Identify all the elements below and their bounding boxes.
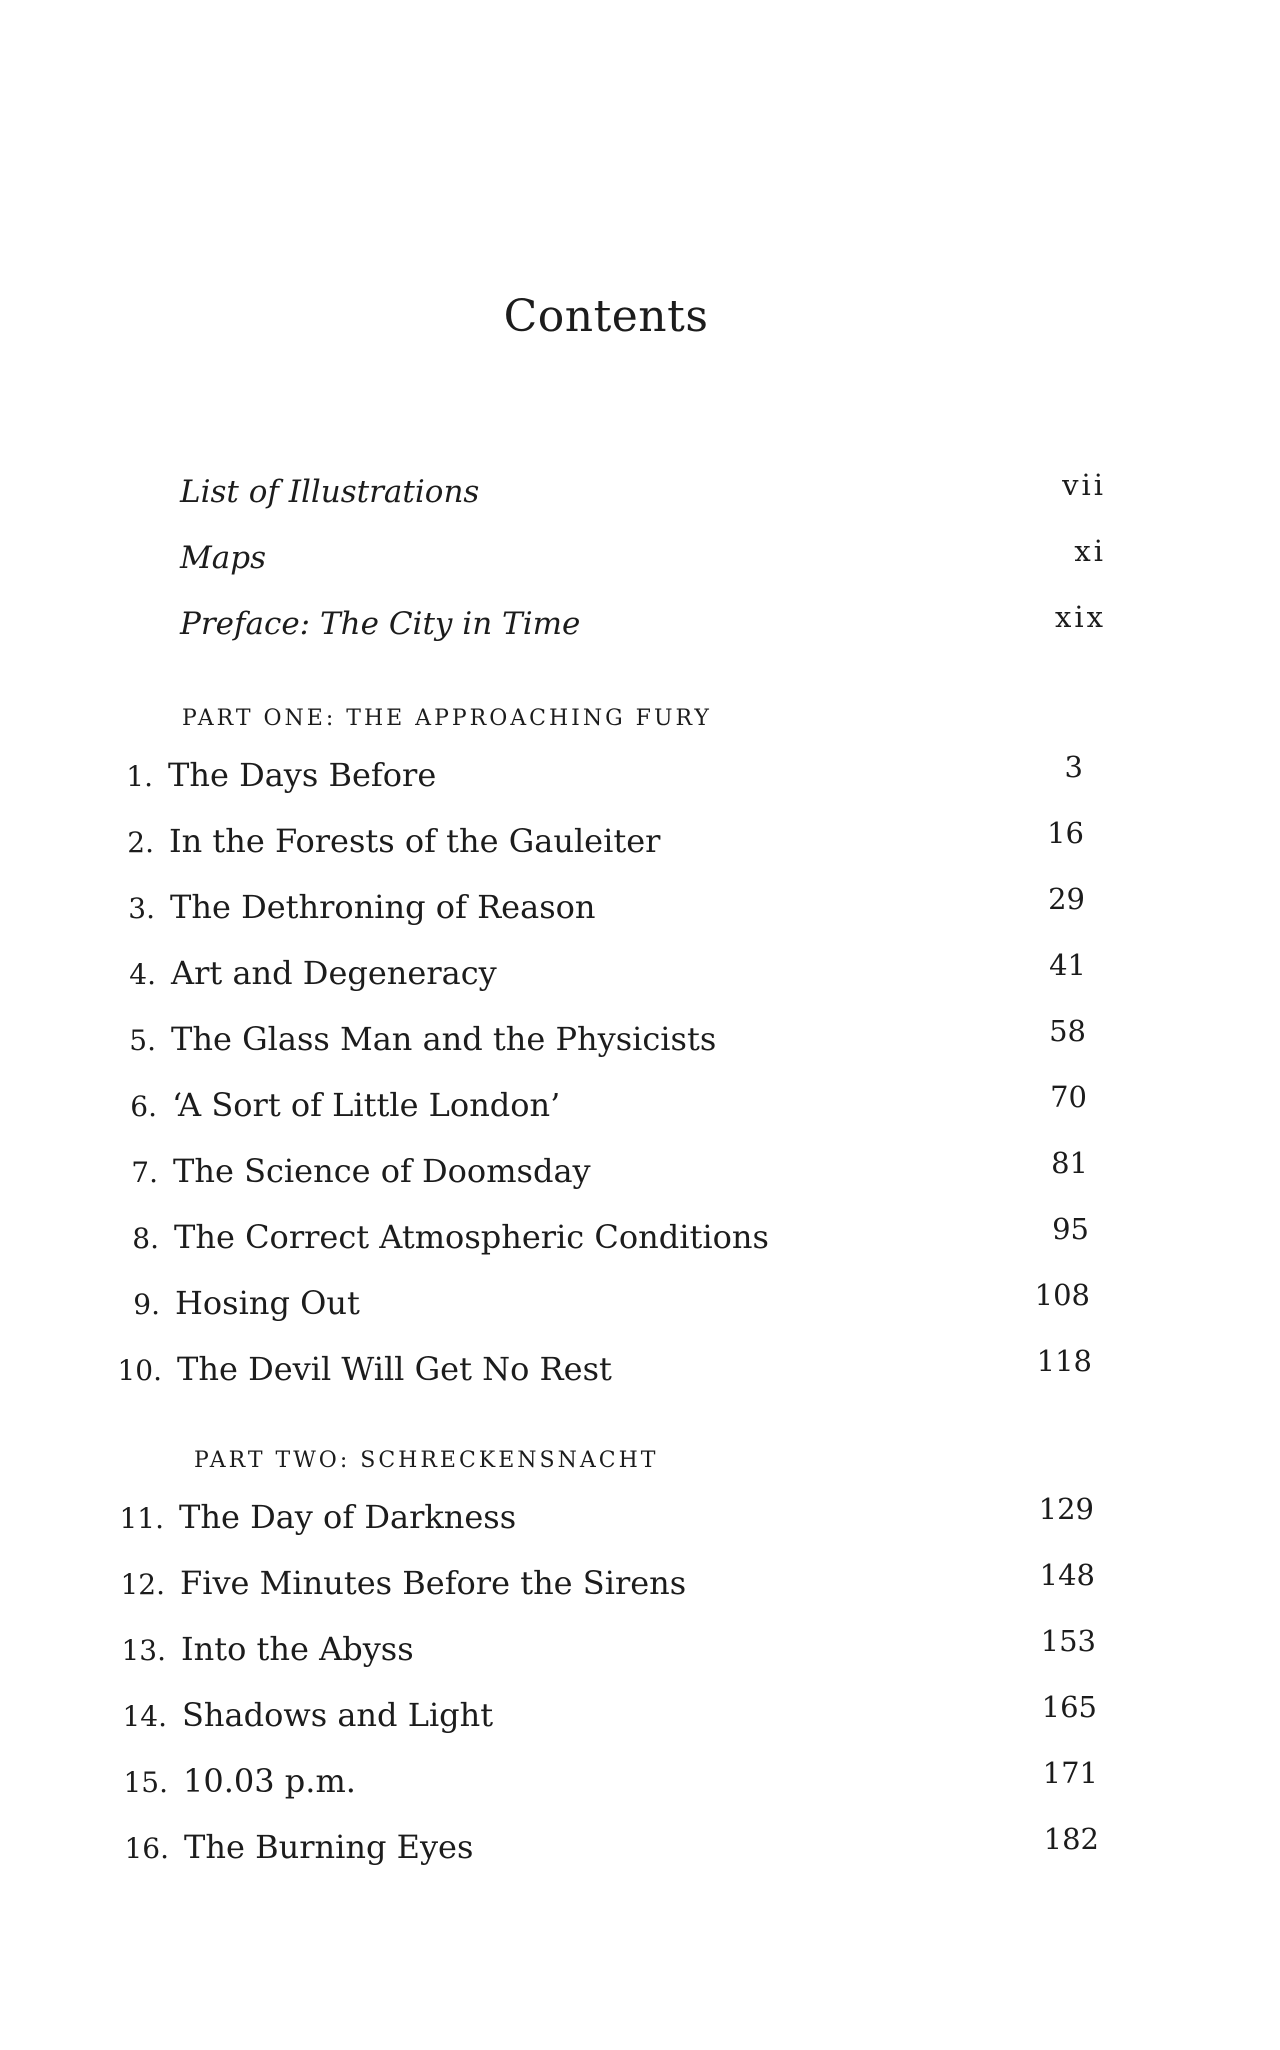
chapter-title: Shadows and Light	[182, 1696, 494, 1734]
chapter-number: 16.	[124, 1832, 169, 1865]
toc-chapter-15[interactable]	[118, 1756, 1098, 1810]
chapter-title: The Day of Darkness	[179, 1498, 517, 1536]
chapter-page: 29	[1048, 882, 1085, 916]
chapter-title: The Dethroning of Reason	[170, 888, 596, 926]
chapter-page: 70	[1050, 1080, 1087, 1114]
chapter-title: In the Forests of the Gauleiter	[169, 822, 661, 860]
toc-entry-preface[interactable]	[180, 600, 1106, 650]
toc-entry-page: xix	[1055, 600, 1106, 634]
chapter-title: Into the Abyss	[181, 1630, 414, 1668]
toc-entry-page: xi	[1074, 534, 1106, 568]
chapter-title: Hosing Out	[175, 1284, 360, 1322]
chapter-page: 182	[1043, 1822, 1099, 1856]
chapter-title: 10.03 p.m.	[183, 1762, 356, 1800]
toc-chapter-14[interactable]	[117, 1690, 1097, 1744]
page-title: Contents	[503, 291, 709, 343]
chapter-page: 95	[1052, 1212, 1089, 1246]
chapter-title: ‘A Sort of Little London’	[172, 1086, 561, 1124]
toc-chapter-11[interactable]	[114, 1492, 1094, 1546]
part-two-heading: PART TWO: SCHRECKENSNACHT	[194, 1448, 659, 1473]
part-one-heading: PART ONE: THE APPROACHING FURY	[182, 706, 712, 731]
chapter-page: 129	[1038, 1492, 1094, 1526]
toc-entry-title: Maps	[180, 540, 266, 576]
toc-chapter-12[interactable]	[115, 1558, 1095, 1612]
toc-chapter-7[interactable]	[108, 1146, 1088, 1200]
toc-entry-list-of-illustrations[interactable]	[180, 468, 1106, 518]
chapter-page: 165	[1041, 1690, 1097, 1724]
chapter-page: 171	[1042, 1756, 1098, 1790]
toc-chapter-9[interactable]	[110, 1278, 1090, 1332]
chapter-number: 7.	[131, 1156, 158, 1189]
chapter-page: 16	[1047, 816, 1084, 850]
toc-entry-title: Preface: The City in Time	[180, 606, 581, 642]
toc-chapter-8[interactable]	[109, 1212, 1089, 1266]
chapter-title: The Science of Doomsday	[173, 1152, 591, 1190]
toc-chapter-1[interactable]	[103, 750, 1083, 804]
toc-chapter-13[interactable]	[116, 1624, 1096, 1678]
chapter-page: 108	[1034, 1278, 1090, 1312]
chapter-number: 2.	[127, 826, 154, 859]
chapter-number: 12.	[120, 1568, 165, 1601]
chapter-title: Art and Degeneracy	[171, 954, 497, 992]
toc-chapter-3[interactable]	[105, 882, 1085, 936]
chapter-title: The Burning Eyes	[184, 1828, 474, 1866]
chapter-page: 3	[1064, 750, 1083, 784]
chapter-title: The Glass Man and the Physicists	[171, 1020, 717, 1058]
toc-entry-page: vii	[1062, 468, 1106, 502]
chapter-page: 153	[1040, 1624, 1096, 1658]
toc-entry-maps[interactable]	[180, 534, 1106, 584]
chapter-title: The Days Before	[168, 756, 437, 794]
chapter-title: The Correct Atmospheric Conditions	[174, 1218, 769, 1256]
chapter-title: The Devil Will Get No Rest	[177, 1350, 612, 1388]
chapter-page: 148	[1039, 1558, 1095, 1592]
toc-chapter-6[interactable]	[107, 1080, 1087, 1134]
toc-chapter-10[interactable]	[112, 1344, 1092, 1398]
toc-chapter-5[interactable]	[106, 1014, 1086, 1068]
chapter-number: 11.	[119, 1502, 164, 1535]
chapter-page: 41	[1049, 948, 1086, 982]
chapter-number: 9.	[133, 1288, 160, 1321]
toc-chapter-2[interactable]	[104, 816, 1084, 870]
chapter-number: 10.	[117, 1354, 162, 1387]
chapter-page: 81	[1051, 1146, 1088, 1180]
chapter-number: 5.	[129, 1024, 156, 1057]
chapter-page: 58	[1049, 1014, 1086, 1048]
chapter-page: 118	[1036, 1344, 1092, 1378]
chapter-number: 14.	[122, 1700, 167, 1733]
chapter-number: 1.	[126, 760, 153, 793]
chapter-number: 4.	[129, 958, 156, 991]
chapter-number: 3.	[128, 892, 155, 925]
chapter-title: Five Minutes Before the Sirens	[180, 1564, 687, 1602]
chapter-number: 8.	[132, 1222, 159, 1255]
chapter-number: 13.	[121, 1634, 166, 1667]
toc-chapter-4[interactable]	[106, 948, 1086, 1002]
chapter-number: 6.	[130, 1090, 157, 1123]
toc-chapter-16[interactable]	[119, 1822, 1099, 1876]
chapter-number: 15.	[123, 1766, 168, 1799]
toc-entry-title: List of Illustrations	[180, 474, 480, 510]
